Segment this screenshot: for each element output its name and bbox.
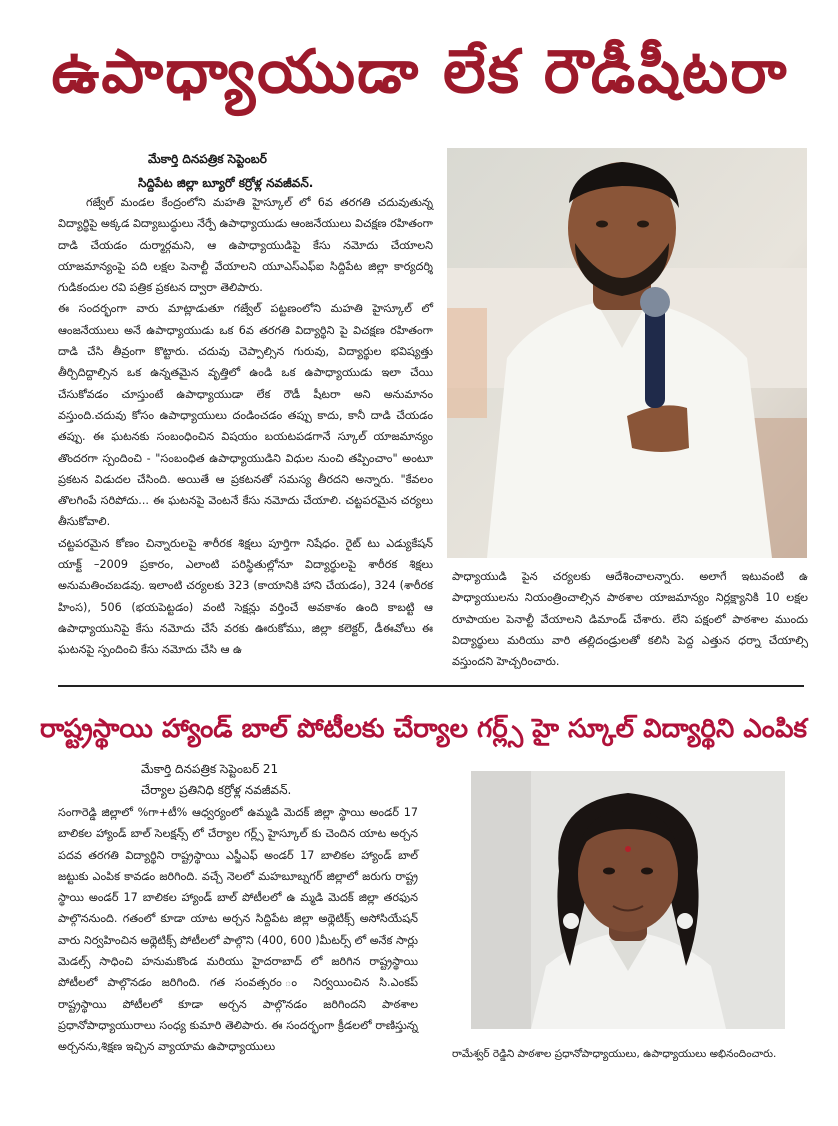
article2-photo-student xyxy=(471,771,785,1029)
headline-secondary: రాష్ట్రస్థాయి హ్యాండ్ బాల్ పోటీలకు చేర్యాల గర్ల్స్ హై స్కూల్ విద్యార్థిని ఎంపిక xyxy=(40,714,808,744)
article2-caption: రామేశ్వర్ రెడ్డిని పాఠశాల ప్రధానోపాధ్యాయులు, ఉపాధ్యాయులు అభినందించారు. xyxy=(452,1048,777,1060)
article2-body xyxy=(58,802,418,1058)
article1-caption: పాధ్యాయుడి పైన చర్యలకు ఆదేశించాలన్నారు. అలాగే ఇటువంటి ఉ పాధ్యాయులను నియంత్రించాల్సిన పాఠశాల యాజమాన్యం నిర్లక్ష్యానికి 10 లక్షల రూపాయల పెనాల్టీ వేయాలని డిమాండ్ చేశారు. లేని పక్షంలో పాఠశాల ముందు విద్యార్థులు మరియు వారి తల్లిదండ్రులతో కలిసి పెద్ద ఎత్తున ధర్నా చేయాల్సి వస్తుందని హెచ్చరించారు. xyxy=(452,570,808,669)
section-divider xyxy=(58,685,804,687)
article1-photo-speaker xyxy=(447,148,807,558)
article2-byline-date: మేకార్తి దినపత్రిక సెప్టెంబర్ 21 xyxy=(141,762,279,776)
article1-byline-date: మేకార్తి దినపత్రిక సెప్టెంబర్ xyxy=(148,152,267,166)
article2-paragraph: సంగారెడ్డి జిల్లాలో %గా+టీ% ఆధ్వర్యంలో ఉమ్మడి మెదక్ జిల్లా స్థాయి అండర్ 17 బాలికల హ్యాండ్ బాల్ సెలక్షన్స్ లో చేర్యాల గర్ల్స్ హైస్కూల్ కు చెందిన యాట అర్చన పదవ తరగతి విద్యార్థిని రాష్ట్రస్థాయి ఎస్జీఎఫ్ అండర్ 17 బాలికల హ్యాండ్ బాల్ జట్టుకు ఎంపిక కావడం జరిగింది. వచ్చే నెలలో మహబూబ్నగర్ జిల్లాలో జరుగు రాష్ట్ర స్థాయి అండర్ 17 బాలికల హ్యాండ్ బాల్ పోటీలలో ఉ మ్మడి మెదక్ జిల్లా తరఫున పాల్గొననుంది. గతంలో కూడా యాట అర్చన సిద్దిపేట జిల్లా అథ్లెటిక్స్ అసోసియేషన్ వారు నిర్వహించిన అథ్లెటిక్స్ పోటీలలో పాల్గొని (400, 600 )మీటర్స్ లో అనేక సార్లు మెడల్స్ సాధించి హనుమకొండ మరియు హైదరాబాద్ లో జరిగిన రాష్ట్రస్థాయి పోటీలలో పాల్గొనడం జరిగింది. గత సంవత్సరం ం నిర్వయించిన సి.ఎంకప్ రాష్ట్రస్థాయి పోటీలలో కూడా అర్చన పాల్గొనడం జరిగిందని పాఠశాల ప్రధానోపాధ్యాయురాలు సంధ్య కుమారి తెలిపారు. ఈ సందర్భంగా క్రీడలలో రాణిస్తున్న అర్చనను,శిక్షణ ఇచ్చిన వ్యాయామ ఉపాధ్యాయులు xyxy=(58,806,418,1054)
article1-paragraph: గజ్వేల్ మండల కేంద్రంలోని మహతి హైస్కూల్ లో 6వ తరగతి చదువుతున్న విద్యార్థిపై అక్కడ విద్యాబుద్ధులు నేర్పే ఉపాధ్యాయుడు ఆంజనేయులు విచక్షణ రహితంగా దాడి చేయడం దుర్మార్గమని, ఆ ఉపాధ్యాయుడిపై కేసు నమోదు చేయాలని యాజమాన్యంపై పది లక్షల పెనాల్టీ వేయాలని యూఎస్ఎఫ్ఐ సిద్దిపేట జిల్లా కార్యదర్శి గుడికందుల రవి పత్రిక ప్రకటన ద్వారా తెలిపారు. xyxy=(58,196,433,295)
article2-byline-reporter: చేర్యాల ప్రతినిధి కర్రోళ్ల నవజీవన్. xyxy=(141,783,292,797)
article1-body xyxy=(58,192,433,661)
article1-paragraph: చట్టపరమైన కోణం చిన్నారులపై శారీరక శిక్షలు పూర్తిగా నిషేధం. రైట్ టు ఎడ్యుకేషన్ యాక్ట్ –2009 ప్రకారం, ఎలాంటి పరిస్థితుల్లోనూ విద్యార్థులపై శారీరక శిక్షలు అనుమతించబడవు. ఇలాంటి చర్యలకు 323 (కాయానికి హాని చేయడం), 324 (శారీరక హింస), 506 (భయపెట్టడం) వంటి సెక్షన్లు వర్తించే అవకాశం ఉంది కాబట్టి ఆ ఉపాధ్యాయునిపై కేసు నమోదు చేసే వరకు ఊరుకోము, జిల్లా కలెక్టర్, డీఈవోలు ఈ ఘటనపై స్పందించి కేసు నమోదు చేసి ఆ ఉ xyxy=(58,536,433,657)
article1-byline-reporter: సిద్దిపేట జిల్లా బ్యూరో కర్రోళ్ల నవజీవన్. xyxy=(138,176,314,190)
headline-main: ఉపాధ్యాయుడా లేక రౌడీషీటరా xyxy=(51,37,789,107)
article1-paragraph: ఈ సందర్భంగా వారు మాట్లాడుతూ గజ్వేల్ పట్టణంలోని మహతి హైస్కూల్ లో ఆంజనేయులు అనే ఉపాధ్యాయుడు ఒక 6వ తరగతి విద్యార్థిని పై విచక్షణ రహితంగా దాడి చేసి తీవ్రంగా కొట్టారు. చదువు చెప్పాల్సిన గురువు, విద్యార్థుల భవిష్యత్తు తీర్చిదిద్దాల్సిన ఒక ఉన్నతమైన వృత్తిలో ఉండి ఒక ఉపాధ్యాయుడు ఇలా చేయి చేసుకోవడం చూస్తుంటే ఉపాధ్యాయుడా లేక రౌడీ షీటరా అని అనుమానం వస్తుంది.చదువు కోసం ఉపాధ్యాయులు దండించడం తప్పు కాదు, కానీ దాడి చేయడం తప్పు. ఈ ఘటనకు సంబంధించిన విషయం బయటపడగానే స్కూల్ యాజమాన్యం తొందరగా స్పందించి - "సంబంధిత ఉపాధ్యాయుడిని విధుల నుంచి తప్పించాం" అంటూ ప్రకటన విడుదల చేసింది. అయితే ఆ ప్రకటనతో సమస్య తీరదని అన్నారు. "కేవలం తొలగింపే సరిపోదు... ఈ ఘటనపై వెంటనే కేసు నమోదు చేయాలి. చట్టపరమైన చర్యలు తీసుకోవాలి. xyxy=(58,302,433,529)
